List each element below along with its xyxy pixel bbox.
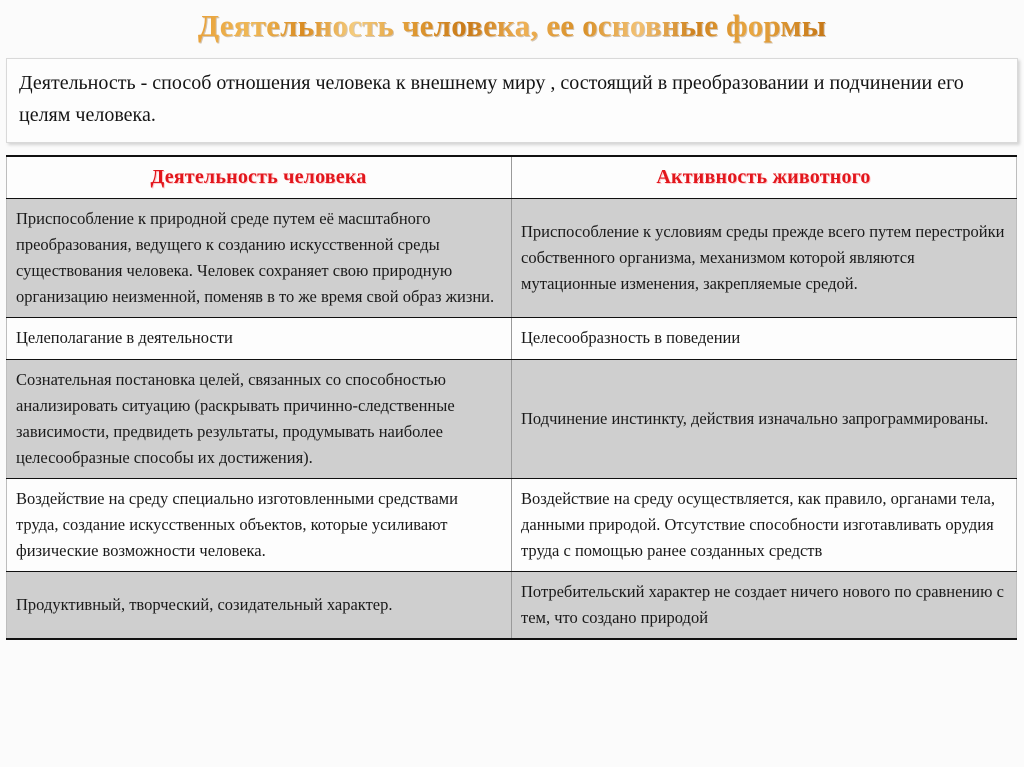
table-cell-right — [512, 199, 1017, 318]
table-cell-right — [512, 359, 1017, 478]
table-cell-left — [7, 478, 512, 571]
page-title: Деятельность человека, ее основные формы — [197, 8, 827, 43]
table-cell-left — [7, 571, 512, 639]
table-row — [7, 478, 1017, 571]
table-cell-left — [7, 359, 512, 478]
bottom-spacer — [0, 640, 1024, 680]
cell-text: Продуктивный, творческий, созидательный характер. — [16, 594, 393, 614]
table-row — [7, 318, 1017, 359]
table-row — [7, 199, 1017, 318]
cell-text: Потребительский характер не создает ничего нового по сравнению с тем, что создано природой — [521, 581, 1004, 627]
table-cell-left — [7, 199, 512, 318]
definition-text: Деятельность - способ отношения человека к внешнему миру , состоящий в преобразовании и подчинении его целям человека. — [19, 72, 964, 126]
cell-text: Целесообразность в поведении — [521, 328, 741, 348]
cell-text: Приспособление к природной среде путем её масштабного преобразования, ведущего к созданию искусственной среды существования человека. Человек сохраняет свою природную организацию неизменной, поменяв в то же время свой образ жизни. — [16, 209, 495, 307]
header-label-animal: Активность животного — [656, 166, 871, 189]
table-row — [7, 571, 1017, 639]
table-header-cell-human — [7, 156, 512, 199]
table-cell-right — [512, 318, 1017, 359]
cell-text: Подчинение инстинкту, действия изначально запрограммированы. — [521, 408, 989, 428]
cell-text: Воздействие на среду специально изготовленными средствами труда, создание искусственных объектов, которые усиливают физические возможности человека. — [16, 488, 458, 560]
table-row — [7, 359, 1017, 478]
title-bar — [0, 0, 1024, 52]
definition-box — [6, 58, 1018, 143]
definition-box-wrapper — [6, 58, 1018, 143]
comparison-table — [6, 155, 1017, 640]
cell-text: Сознательная постановка целей, связанных со способностью анализировать ситуацию (раскрывать причинно-следственные зависимости, предвидеть результаты, продумывать наиболее целесообразные способы их достижения). — [16, 369, 455, 467]
cell-text: Воздействие на среду осуществляется, как правило, органами тела, данными природой. Отсутствие способности изготавливать орудия труда с помощью ранее созданных средств — [521, 488, 995, 560]
cell-text: Целеполагание в деятельности — [16, 328, 233, 348]
comparison-table-wrapper — [6, 155, 1016, 640]
table-cell-right — [512, 571, 1017, 639]
cell-text: Приспособление к условиям среды прежде всего путем перестройки собственного организма, механизмом которой являются мутационные изменения, закрепляемые средой. — [521, 222, 1005, 294]
table-header-row — [7, 156, 1017, 199]
table-cell-left — [7, 318, 512, 359]
header-label-human: Деятельность человека — [150, 166, 367, 189]
table-cell-right — [512, 478, 1017, 571]
table-header-cell-animal — [512, 156, 1017, 199]
